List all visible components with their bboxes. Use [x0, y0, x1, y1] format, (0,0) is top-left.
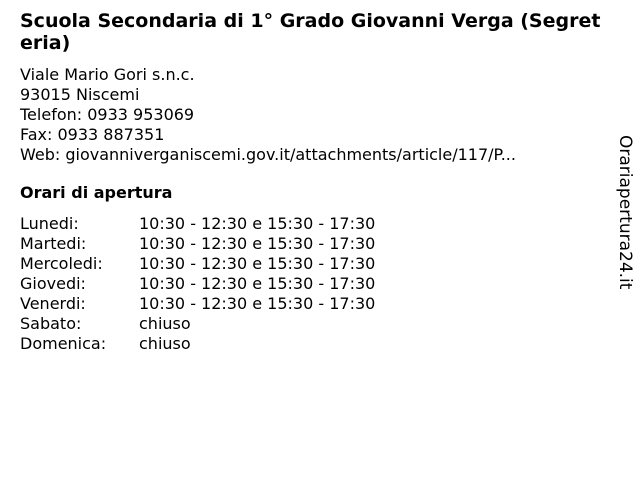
day-hours: chiuso: [139, 334, 191, 353]
hours-row-tuesday: [20, 234, 610, 254]
place-title: Scuola Secondaria di 1° Grado Giovanni Verga (Segreteria): [20, 10, 601, 54]
hours-row-thursday: [20, 274, 610, 294]
day-label: Giovedi:: [20, 274, 86, 293]
address-city: 93015 Niscemi: [20, 85, 140, 104]
day-label: Venerdi:: [20, 294, 86, 313]
day-label: Lunedi:: [20, 214, 79, 233]
day-label: Martedi:: [20, 234, 87, 253]
contact-info: [20, 65, 610, 165]
place-card: [20, 10, 610, 354]
hours-row-monday: [20, 214, 610, 234]
day-hours: 10:30 - 12:30 e 15:30 - 17:30: [139, 254, 376, 273]
address-street: Viale Mario Gori s.n.c.: [20, 65, 195, 84]
day-label: Sabato:: [20, 314, 82, 333]
fax-number: Fax: 0933 887351: [20, 125, 165, 144]
day-hours: 10:30 - 12:30 e 15:30 - 17:30: [139, 234, 376, 253]
day-label: Domenica:: [20, 334, 107, 353]
brand-watermark[interactable]: Orariapertura24.it: [615, 135, 635, 290]
opening-hours-table: [20, 214, 610, 354]
day-hours: 10:30 - 12:30 e 15:30 - 17:30: [139, 214, 376, 233]
hours-row-wednesday: [20, 254, 610, 274]
day-hours: chiuso: [139, 314, 191, 333]
hours-row-sunday: [20, 334, 610, 354]
phone-number[interactable]: Telefon: 0933 953069: [20, 105, 195, 124]
hours-row-friday: [20, 294, 610, 314]
day-label: Mercoledi:: [20, 254, 103, 273]
day-hours: 10:30 - 12:30 e 15:30 - 17:30: [139, 294, 376, 313]
opening-hours-heading: Orari di apertura: [20, 183, 173, 202]
website-link[interactable]: Web: giovanniverganiscemi.gov.it/attachments/article/117/P...: [20, 145, 516, 164]
day-hours: 10:30 - 12:30 e 15:30 - 17:30: [139, 274, 376, 293]
hours-row-saturday: [20, 314, 610, 334]
